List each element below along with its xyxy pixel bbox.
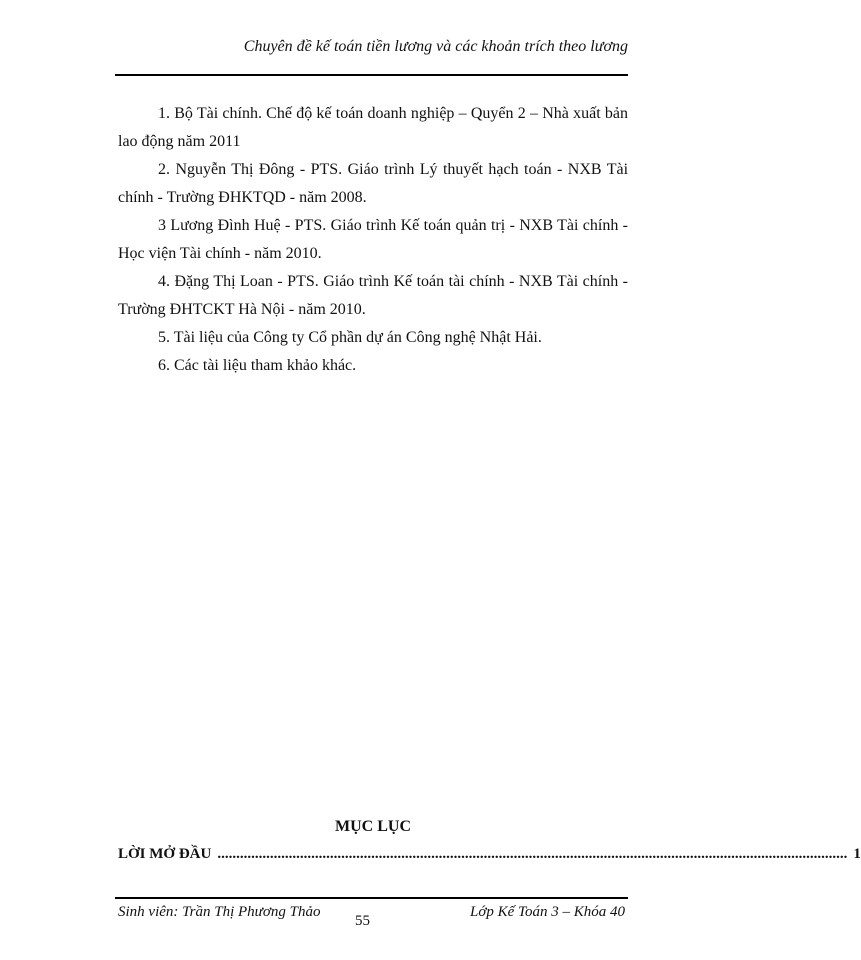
toc-entry[interactable] [118, 846, 861, 863]
reference-item [118, 324, 628, 352]
reference-list [118, 100, 628, 380]
reference-number: 1. [158, 105, 170, 122]
reference-item [118, 156, 628, 212]
reference-number: 4. [158, 273, 170, 290]
page-header-title: Chuyên đề kế toán tiền lương và các khoản trích theo lương [243, 38, 628, 55]
footer-class: Lớp Kế Toán 3 – Khóa 40 [470, 904, 625, 920]
toc-title: MỤC LỤC [335, 818, 411, 835]
reference-text: Tài liệu của Công ty Cổ phần dự án Công nghệ Nhật Hải. [173, 329, 542, 346]
reference-item [118, 352, 628, 380]
reference-text: Nguyễn Thị Đông - PTS. Giáo trình Lý thuyết hạch toán - NXB Tài chính - Trường ĐHKTQD - năm 2008. [118, 161, 629, 206]
reference-item [118, 268, 628, 324]
reference-number: 6. [158, 357, 170, 374]
toc-leader-dots: ........................................................................................................................................................................ [217, 846, 848, 862]
header-divider [115, 74, 628, 76]
reference-text: Bộ Tài chính. Chế độ kế toán doanh nghiệp – Quyển 2 – Nhà xuất bản lao động năm 2011 [118, 105, 629, 150]
reference-item [118, 212, 628, 268]
reference-number: 2. [158, 161, 170, 178]
toc-entry-label: LỜI MỞ ĐẦU [118, 846, 212, 862]
reference-text: Các tài liệu tham khảo khác. [174, 357, 357, 374]
reference-number: 3 [158, 217, 166, 234]
footer-page-number: 55 [355, 913, 370, 929]
reference-text: Lương Đình Huệ - PTS. Giáo trình Kế toán quản trị - NXB Tài chính - Học viện Tài chính - năm 2010. [118, 217, 628, 262]
toc-entry-page: 1 [853, 846, 861, 862]
reference-item [118, 100, 628, 156]
footer-divider [115, 897, 628, 899]
footer-student: Sinh viên: Trần Thị Phương Thảo [118, 904, 321, 920]
reference-number: 5. [158, 329, 170, 346]
reference-text: Đặng Thị Loan - PTS. Giáo trình Kế toán tài chính - NXB Tài chính - Trường ĐHTCKT Hà Nội - năm 2010. [118, 273, 629, 318]
